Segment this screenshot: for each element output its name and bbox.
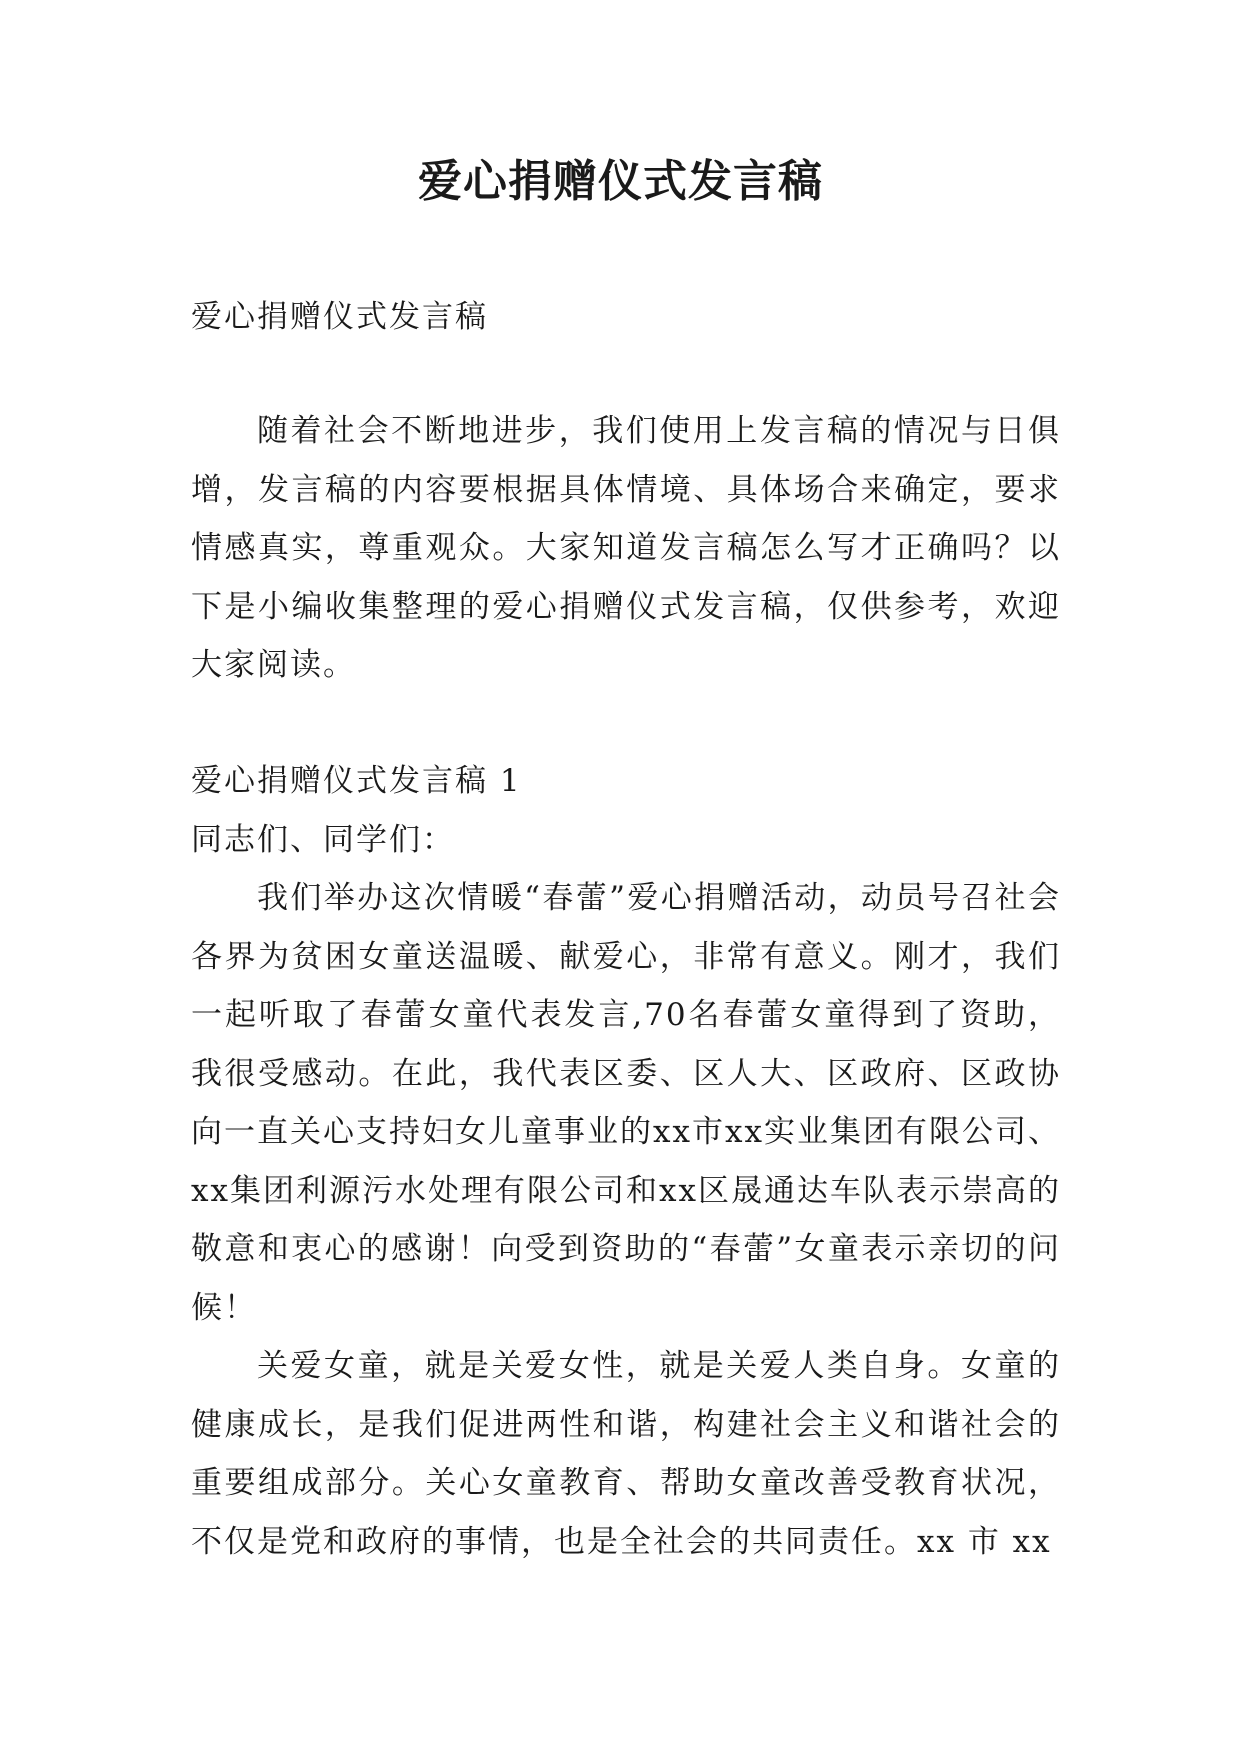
- body-paragraph-2: 关爱女童，就是关爱女性，就是关爱人类自身。女童的健康成长，是我们促进两性和谐，构建社会主义和谐社会的重要组成部分。关心女童教育、帮助女童改善受教育状况，不仅是党和政府的事情，也是全社会的共同责任。xx 市 xx: [191, 1348, 1061, 1560]
- subtitle-block: [191, 288, 1061, 347]
- body-paragraph-1: 我们举办这次情暖“春蕾”爱心捐赠活动，动员号召社会各界为贫困女童送温暖、献爱心，非常有意义。刚才，我们一起听取了春蕾女童代表发言,70名春蕾女童得到了资助，我很受感动。在此，我代表区委、区人大、区政府、区政协向一直关心支持妇女儿童事业的xx市xx实业集团有限公司、xx集团利源污水处理有限公司和xx区晟通达车队表示崇高的敬意和衷心的感谢！向受到资助的“春蕾”女童表示亲切的问候！: [191, 880, 1061, 1326]
- salutation: 同志们、同学们：: [191, 821, 455, 858]
- section-heading: 爱心捐赠仪式发言稿 1: [191, 763, 522, 799]
- intro-block: [191, 402, 1061, 695]
- intro-paragraph: 随着社会不断地进步，我们使用上发言稿的情况与日俱增，发言稿的内容要根据具体情境、具体场合来确定，要求情感真实，尊重观众。大家知道发言稿怎么写才正确吗？以下是小编收集整理的爱心捐赠仪式发言稿，仅供参考，欢迎大家阅读。: [191, 413, 1061, 683]
- speech-body: [191, 752, 1061, 1571]
- document-title: 爱心捐赠仪式发言稿: [418, 156, 823, 207]
- document-subtitle: 爱心捐赠仪式发言稿: [191, 299, 488, 335]
